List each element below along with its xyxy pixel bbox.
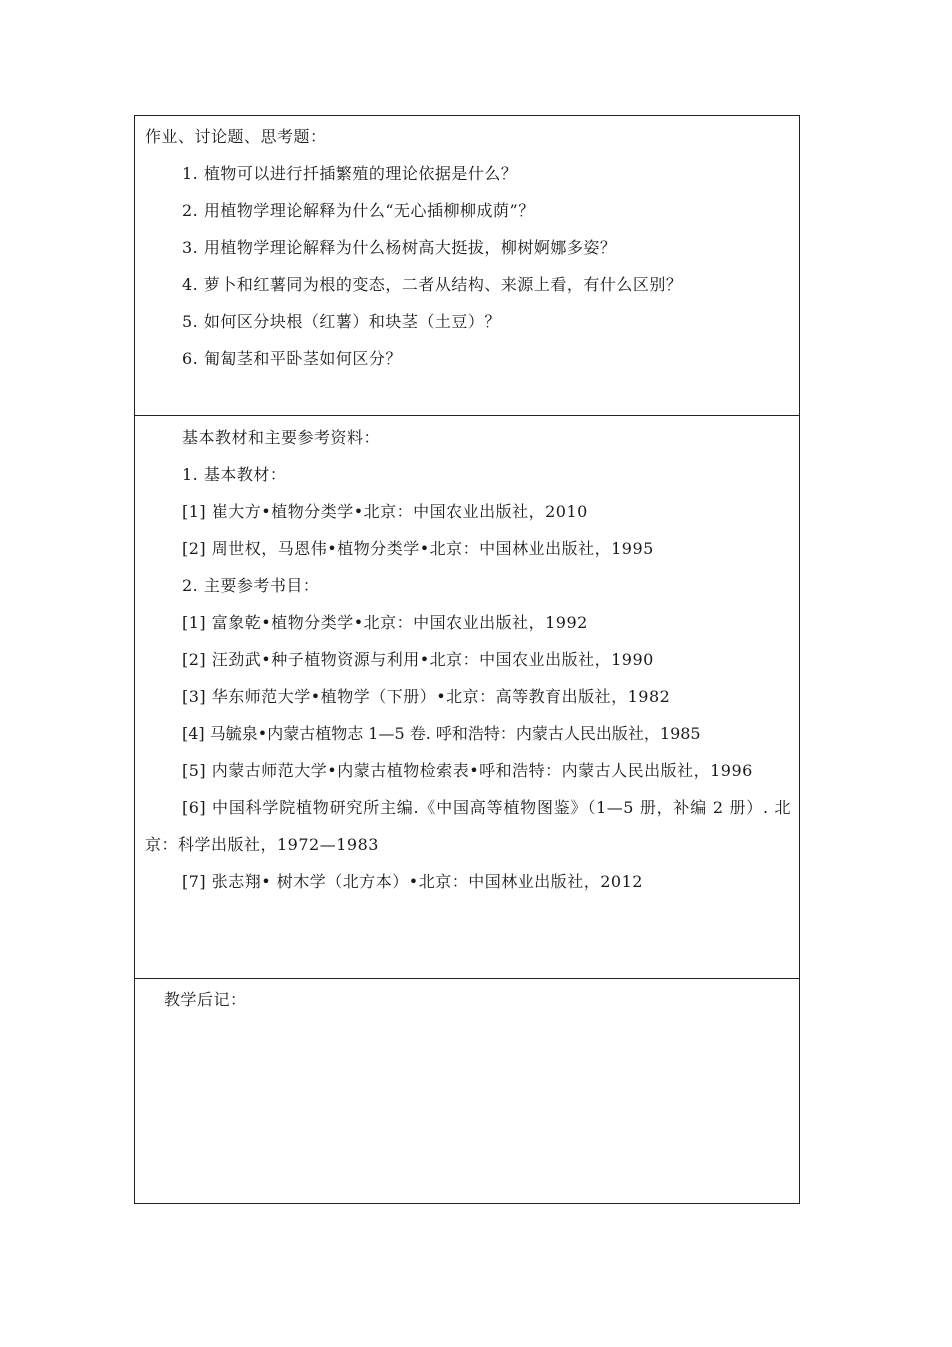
textbooks-heading: 1. 基本教材： (182, 465, 287, 484)
textbook-entry: [1] 崔大方•植物分类学•北京：中国农业出版社，2010 (182, 502, 588, 521)
book-entry: [2] 汪劲武•种子植物资源与利用•北京：中国农业出版社，1990 (182, 650, 654, 669)
references-title: 基本教材和主要参考资料： (182, 428, 381, 447)
textbook-entry: [2] 周世权，马恩伟•植物分类学•北京：中国林业出版社，1995 (182, 539, 654, 558)
book-entry: [6] 中国科学院植物研究所主编.《中国高等植物图鉴》（1—5 册，补编 2 册）. 北京：科学出版社，1972—1983 (145, 798, 791, 854)
homework-item: 5. 如何区分块根（红薯）和块茎（土豆）？ (182, 312, 501, 331)
homework-item: 3. 用植物学理论解释为什么杨树高大挺拔，柳树婀娜多姿？ (182, 238, 617, 257)
books-heading: 2. 主要参考书目： (182, 576, 320, 595)
teaching-notes-section (135, 979, 799, 1203)
homework-section (135, 116, 799, 416)
references-section (135, 416, 799, 979)
book-entry: [5] 内蒙古师范大学•内蒙古植物检索表•呼和浩特：内蒙古人民出版社，1996 (182, 761, 753, 780)
document-table (134, 115, 800, 1204)
book-entry: [7] 张志翔• 树木学（北方本）•北京：中国林业出版社，2012 (182, 872, 643, 891)
homework-item: 4. 萝卜和红薯同为根的变态，二者从结构、来源上看，有什么区别？ (182, 275, 683, 294)
teaching-notes-title: 教学后记： (164, 990, 247, 1009)
book-entry: [1] 富象乾•植物分类学•北京：中国农业出版社，1992 (182, 613, 588, 632)
book-entry: [4] 马毓泉•内蒙古植物志 1—5 卷. 呼和浩特：内蒙古人民出版社，1985 (182, 724, 701, 743)
homework-item: 2. 用植物学理论解释为什么“无心插柳柳成荫”？ (182, 201, 535, 220)
homework-title: 作业、讨论题、思考题： (145, 127, 327, 146)
homework-item: 6. 匍匐茎和平卧茎如何区分？ (182, 349, 402, 368)
homework-item: 1. 植物可以进行扦插繁殖的理论依据是什么？ (182, 164, 518, 183)
book-entry: [3] 华东师范大学•植物学（下册）•北京：高等教育出版社，1982 (182, 687, 671, 706)
